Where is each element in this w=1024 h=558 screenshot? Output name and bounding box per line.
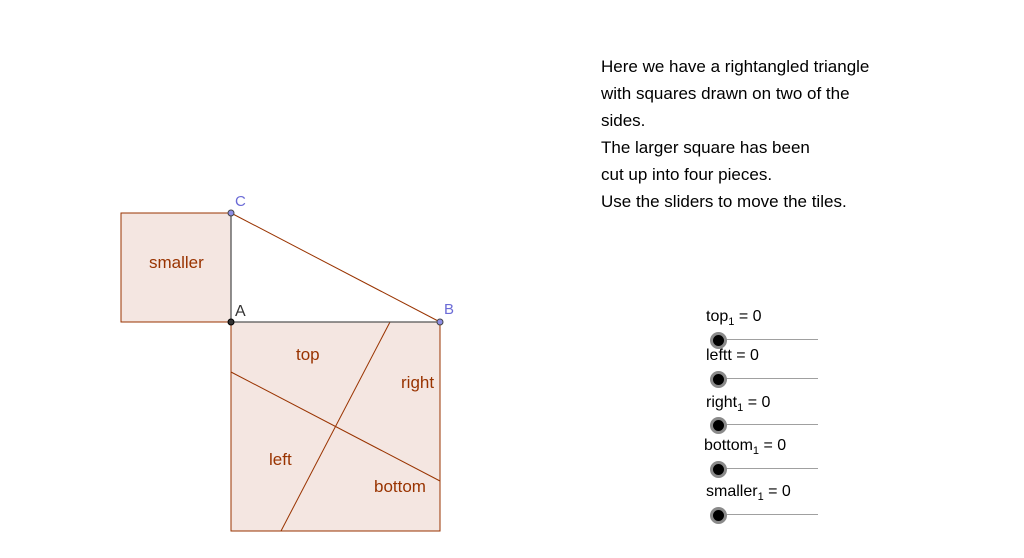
slider-knob[interactable] — [710, 507, 727, 524]
description-line: The larger square has been — [601, 138, 810, 157]
point-c[interactable] — [228, 210, 234, 216]
tile-label-left: left — [269, 450, 292, 469]
slider-label: leftt = 0 — [706, 347, 759, 364]
tile-label-top: top — [296, 345, 320, 364]
slider-track[interactable] — [718, 378, 818, 379]
slider-track[interactable] — [718, 424, 818, 425]
point-a[interactable] — [228, 319, 234, 325]
point-b[interactable] — [437, 319, 443, 325]
slider-track[interactable] — [718, 468, 818, 469]
description-line: sides. — [601, 111, 646, 130]
description-line: with squares drawn on two of the — [601, 84, 850, 103]
point-a-label: A — [235, 303, 246, 320]
slider-knob[interactable] — [710, 371, 727, 388]
slider-bottom[interactable] — [700, 437, 840, 477]
description-line: cut up into four pieces. — [601, 165, 773, 184]
slider-knob[interactable] — [710, 417, 727, 434]
slider-label: right$_1$ = 0 — [706, 394, 771, 415]
slider-leftt[interactable] — [700, 347, 840, 387]
tile-label-smaller: smaller — [149, 253, 204, 272]
slider-knob[interactable] — [710, 461, 727, 478]
point-c-label: C — [235, 193, 246, 210]
slider-track[interactable] — [718, 514, 818, 515]
slider-label: bottom$_1$ = 0 — [704, 437, 787, 458]
tile-label-right: right — [401, 373, 435, 392]
slider-label: top$_1$ = 0 — [706, 308, 762, 329]
description-text — [601, 53, 869, 215]
slider-label: smaller$_1$ = 0 — [706, 483, 791, 504]
slider-right[interactable] — [700, 394, 840, 434]
description-line: Use the sliders to move the tiles. — [601, 192, 847, 211]
tile-label-bottom: bottom — [374, 477, 426, 496]
hypotenuse-bc — [231, 213, 440, 322]
slider-top[interactable] — [700, 308, 840, 348]
slider-smaller[interactable] — [700, 483, 840, 523]
point-b-label: B — [444, 301, 455, 318]
description-line: Here we have a rightangled triangle — [601, 57, 870, 76]
slider-track[interactable] — [718, 339, 818, 340]
